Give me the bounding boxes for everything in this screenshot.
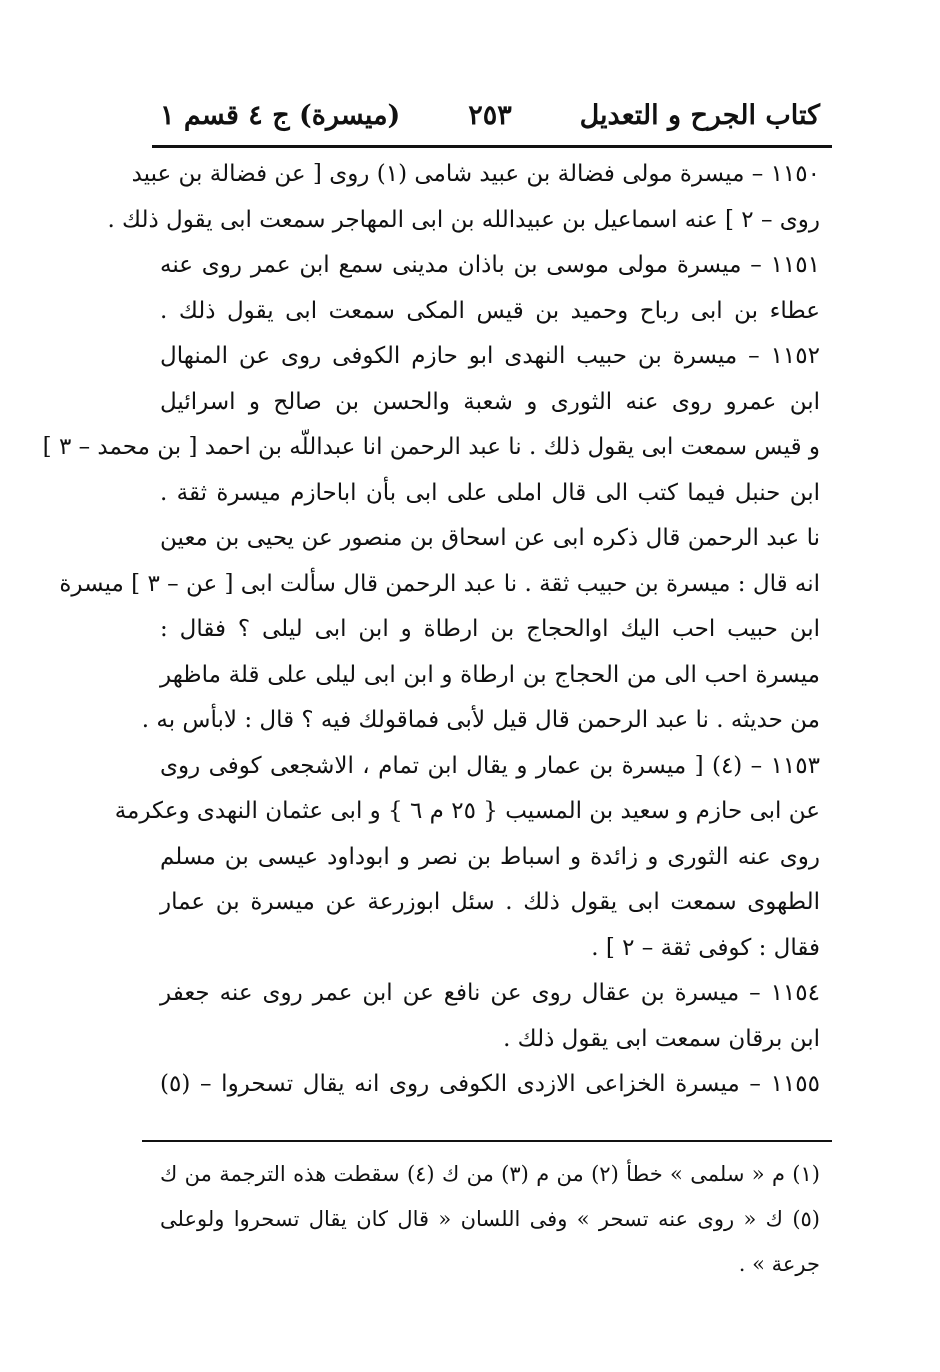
text-line: الطهوى سمعت ابى يقول ذلك . سئل ابوزرعة عن ميسرة بن عمار xyxy=(160,889,820,915)
text-line: عن ابى حازم و سعيد بن المسيب { ٢٥ م ٦ } و ابى عثمان النهدى وعكرمة xyxy=(114,798,820,824)
text-line: و قيس سمعت ابى يقول ذلك . نا عبد الرحمن انا عبداللّه بن احمد [ بن محمد – ٣ ] xyxy=(42,434,820,460)
text-line: ١١٥٥ – ميسرة الخزاعى الازدى الكوفى روى انه يقال تسحروا – (٥) xyxy=(160,1071,820,1097)
footnote-rule xyxy=(142,1140,832,1142)
footnote-line: (٥) ك « روى عنه تسحر » وفى اللسان « قال كان يقال تسحروا ولوعلى xyxy=(160,1207,820,1231)
footnotes xyxy=(160,1152,820,1287)
text-line: ابن عمرو روى عنه الثورى و شعبة والحسن بن صالح و اسرائيل xyxy=(160,388,820,415)
text-line: ابن حبيب احب اليك اوالحجاج بن ارطاة و ابن ابى ليلى ؟ فقال : xyxy=(160,616,820,642)
text-line: عطاء بن ابى رباح وحميد بن قيس المكى سمعت ابى يقول ذلك . xyxy=(160,297,820,324)
text-line: روى – ٢ ] عنه اسماعيل بن عبيدالله بن ابى المهاجر سمعت ابى يقول ذلك . xyxy=(107,206,820,233)
book-title: كتاب الجرح و التعديل xyxy=(579,99,820,131)
text-line: فقال : كوفى ثقة – ٢ ] . xyxy=(591,934,820,961)
text-line: ١١٥١ – ميسرة مولى موسى بن باذان مدينى سمع ابن عمر روى عنه xyxy=(160,252,820,278)
text-line: روى عنه الثورى و زائدة و اسباط بن نصر و ابوداود عيسى بن مسلم xyxy=(160,843,820,870)
text-line: ميسرة احب الى من الحجاج بن ارطاة و ابن ابى ليلى على قلة ماظهر xyxy=(160,661,820,688)
text-line: من حديثه . نا عبد الرحمن قال قيل لأبى فماقولك فيه ؟ قال : لابأس به . xyxy=(141,707,820,733)
text-line: ١١٥٢ – ميسرة بن حبيب النهدى ابو حازم الكوفى روى عن المنهال xyxy=(160,343,820,369)
section-label: (ميسرة) ج ٤ قسم ١ xyxy=(160,99,401,131)
text-line: ابن حنبل فيما كتب الى قال املى على ابى بأن اباحازم ميسرة ثقة . xyxy=(160,479,820,506)
footnote-line: (١) م « سلمى » خطأ (٢) من م (٣) من ك (٤) سقطت هذه الترجمة من ك xyxy=(160,1162,820,1186)
text-line: نا عبد الرحمن قال ذكره ابى عن اسحاق بن منصور عن يحيى بن معين xyxy=(160,525,820,551)
entries-body xyxy=(42,152,820,1108)
page-number: ٢٥٣ xyxy=(468,99,512,131)
text-line: ١١٥٠ – ميسرة مولى فضالة بن عبيد شامى (١) روى [ عن فضالة بن عبيد xyxy=(131,161,820,187)
text-line: انه قال : ميسرة بن حبيب ثقة . نا عبد الرحمن قال سألت ابى [ عن – ٣ ] ميسرة xyxy=(59,570,820,597)
page-header xyxy=(160,92,820,138)
text-line: ١١٥٣ – (٤) [ ميسرة بن عمار و يقال ابن تمام ، الاشجعى كوفى روى xyxy=(160,752,820,779)
footnote-line: جرعة » . xyxy=(738,1252,820,1276)
header-rule xyxy=(152,145,832,148)
text-line: ١١٥٤ – ميسرة بن عقال روى عن نافع عن ابن عمر روى عنه جعفر xyxy=(160,980,820,1006)
text-line: ابن برقان سمعت ابى يقول ذلك . xyxy=(503,1025,820,1052)
